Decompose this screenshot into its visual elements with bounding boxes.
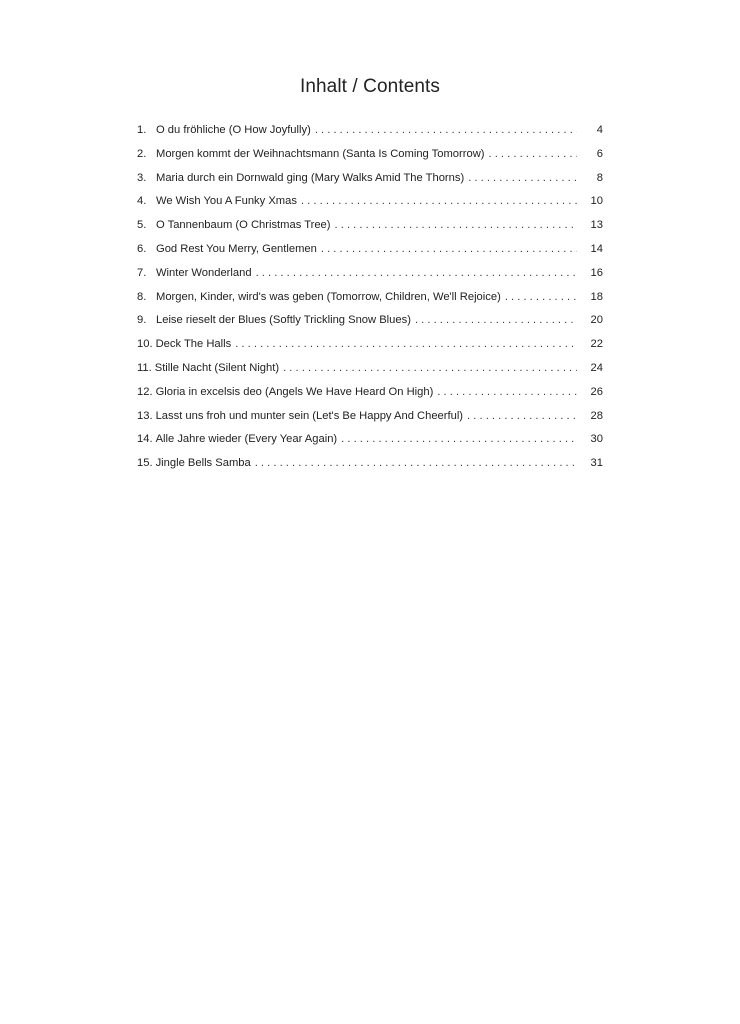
entry-number: 5. (137, 219, 147, 232)
entry-number: 9. (137, 314, 147, 327)
entry-page-number: 18 (590, 290, 603, 303)
entry-title: Maria durch ein Dornwald ging (Mary Walks Amid The Thorns) (156, 171, 465, 184)
entry-number: 2. (137, 147, 147, 160)
dot-leader (437, 381, 577, 405)
entry-title: Deck The Halls (155, 338, 232, 351)
dot-leader (301, 190, 577, 214)
entry-number: 7. (137, 266, 147, 279)
dot-leader (315, 119, 577, 143)
entry-title: Winter Wonderland (156, 266, 252, 279)
entry-number: 10. (137, 338, 153, 351)
dot-leader (235, 333, 577, 357)
entry-page-number: 13 (590, 219, 603, 232)
entry-page-number: 4 (596, 124, 603, 136)
entry-number: 6. (137, 242, 147, 255)
dot-leader (467, 405, 577, 429)
toc-entry (137, 167, 603, 191)
entry-page-number: 6 (596, 147, 603, 160)
entry-page-number: 24 (590, 361, 603, 374)
entry-title: Stille Nacht (Silent Night) (154, 361, 280, 374)
toc-entry (137, 428, 603, 452)
entry-number: 3. (137, 171, 147, 184)
entry-page-number: 14 (590, 242, 603, 255)
dot-leader (335, 214, 577, 238)
entry-number: 15. (137, 457, 153, 470)
entry-title: We Wish You A Funky Xmas (156, 195, 297, 208)
entry-title: Gloria in excelsis deo (Angels We Have Heard On High) (155, 385, 434, 398)
entry-title: Morgen kommt der Weihnachtsmann (Santa Is Coming Tomorrow) (156, 147, 485, 160)
toc-entry (137, 143, 603, 167)
toc-entry (137, 333, 603, 357)
toc-entry (137, 262, 603, 286)
table-of-contents (137, 119, 603, 476)
entry-number: 13. (137, 409, 153, 422)
toc-entry (137, 405, 603, 429)
toc-entry (137, 238, 603, 262)
entry-title: Alle Jahre wieder (Every Year Again) (155, 433, 338, 446)
entry-page-number: 10 (590, 195, 603, 208)
entry-number: 12. (137, 385, 153, 398)
entry-page-number: 31 (590, 457, 603, 470)
entry-title: Jingle Bells Samba (155, 457, 251, 470)
toc-entry (137, 119, 603, 143)
toc-entry (137, 214, 603, 238)
entry-number: 4. (137, 195, 147, 208)
entry-number: 11. (137, 361, 152, 374)
dot-leader (255, 452, 577, 476)
entry-title: Leise rieselt der Blues (Softly Trickling Snow Blues) (156, 314, 411, 327)
toc-entry (137, 452, 603, 476)
dot-leader (321, 238, 577, 262)
entry-page-number: 30 (590, 433, 603, 446)
toc-entry (137, 286, 603, 310)
entry-number: 8. (137, 290, 147, 303)
entry-page-number: 20 (590, 314, 603, 327)
toc-entry (137, 357, 603, 381)
toc-entry (137, 309, 603, 333)
page-title: Inhalt / Contents (299, 76, 441, 97)
entry-title: O Tannenbaum (O Christmas Tree) (156, 219, 331, 232)
toc-entry (137, 381, 603, 405)
entry-page-number: 22 (590, 338, 603, 351)
entry-title: O du fröhliche (O How Joyfully) (156, 124, 311, 136)
dot-leader (415, 309, 577, 333)
dot-leader (489, 143, 578, 167)
entry-page-number: 28 (590, 409, 603, 422)
dot-leader (341, 428, 577, 452)
entry-page-number: 8 (596, 171, 603, 184)
entry-title: God Rest You Merry, Gentlemen (156, 242, 317, 255)
entry-title: Morgen, Kinder, wird's was geben (Tomorrow, Children, We'll Rejoice) (156, 290, 501, 303)
entry-page-number: 26 (590, 385, 603, 398)
dot-leader (468, 167, 577, 191)
entry-number: 1. (137, 124, 147, 136)
entry-title: Lasst uns froh und munter sein (Let's Be Happy And Cheerful) (155, 409, 464, 422)
entry-page-number: 16 (590, 266, 603, 279)
dot-leader (256, 262, 577, 286)
dot-leader (283, 357, 577, 381)
toc-entry (137, 190, 603, 214)
dot-leader (505, 286, 577, 310)
entry-number: 14. (137, 433, 153, 446)
